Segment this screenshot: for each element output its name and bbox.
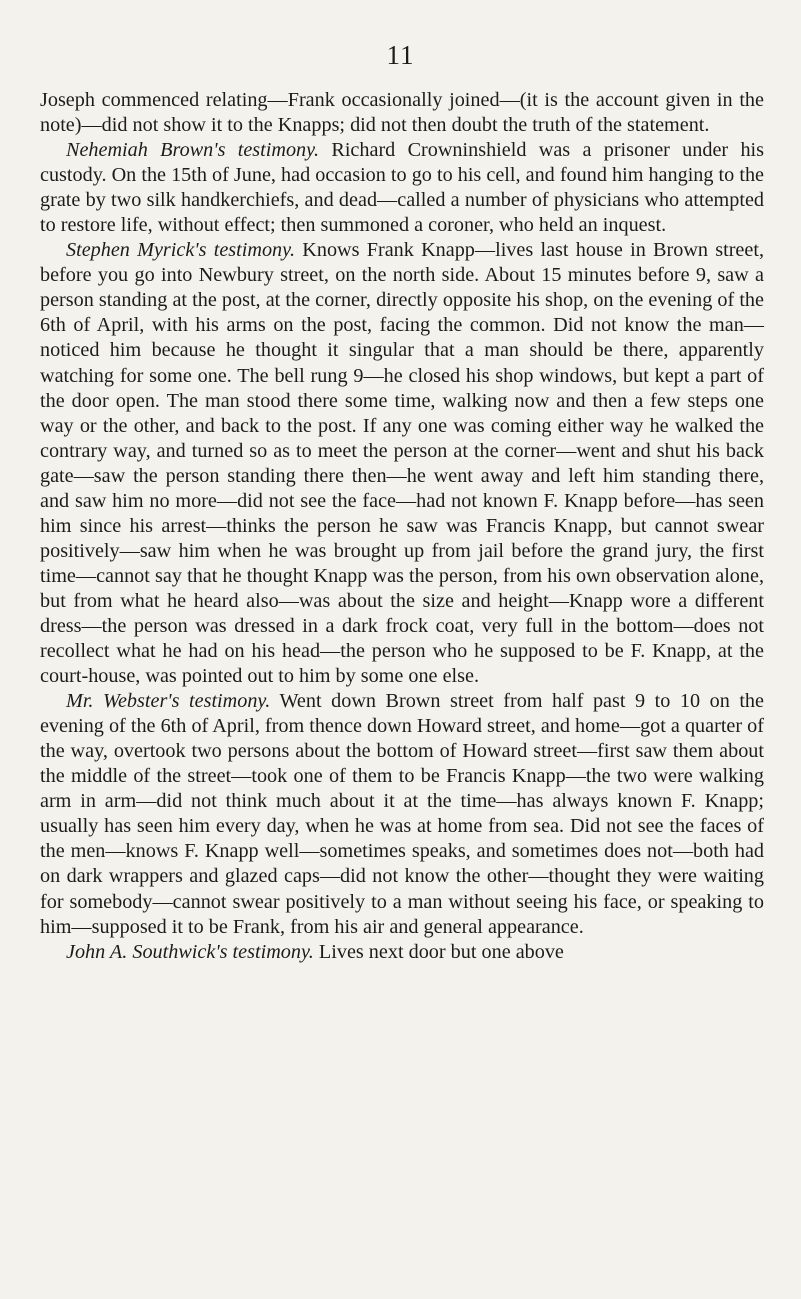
paragraph-text: Knows Frank Knapp—lives last house in Brown street, before you go into Newbury street, on the north side. About 15 minutes before 9, saw a person standing at the post, at the corner, directly opposite his shop, on the evening of the 6th of April, with his arms on the post, facing the common. Did not know the man—noticed him because he thought it singular that a man should be there, apparently watching for some one. The bell rung 9—he closed his shop windows, but kept a part of the door open. The man stood there some time, walking now and then a few steps one way or the other, and back to the post. If any one was coming either way he walked the contrary way, and turned so as to meet the person at the corner—went and shut his back gate—saw the person standing there then—he went away and left him standing there, and saw him no more—did not see the face—had not known F. Knapp before—has seen him since his arrest—thinks the person he saw was Francis Knapp, but cannot swear positively—saw him when he was brought up from jail before the grand jury, the first time—cannot say that he thought Knapp was the person, from his own observation alone, but from what he heard also—was about the size and height—Knapp wore a different dress—the person was dressed in a dark frock coat, very full in the bottom—does not recollect what he had on his head—the person who he supposed to be F. Knapp, at the court-house, was pointed out to him by some one else. (40, 239, 764, 688)
paragraph-text: Richard Crowninshield was a prisoner under his custody. On the 15th of June, had occasion to go to his cell, and found him hanging to the grate by two silk handkerchiefs, and dead—called a number of physicians who attempted to restore life, without effect; then summoned a coroner, who held an inquest. (40, 139, 765, 237)
paragraph-text: Went down Brown street from half past 9 to 10 on the evening of the 6th of April, from thence down Howard street, and home—got a quarter of the way, overtook two persons about the bottom of Howard street—first saw them about the middle of the street—took one of them to be Francis Knapp—the two were walking arm in arm—did not think much about it at the time—has always known F. Knapp; usually has seen him every day, when he was at home from sea. Did not see the faces of the men—knows F. Knapp well—sometimes speaks, and sometimes does not—both had on dark wrappers and glazed caps—did not know the other—thought they were waiting for somebody—cannot swear positively to a man without seeing his face, or speaking to him—supposed it to be Frank, from his air and general appearance. (40, 690, 764, 938)
paragraph-text: Joseph commenced relating—Frank occasionally joined—(it is the account given in the note)—did not show it to the Knapps; did not then doubt the truth of the statement. (40, 89, 764, 137)
page-number: 11 (386, 40, 415, 70)
paragraph (40, 88, 764, 138)
testimony-heading: John A. Southwick's testimony. (66, 940, 314, 963)
paragraph (40, 138, 764, 238)
testimony-heading: Mr. Webster's testimony. (66, 690, 271, 713)
paragraph-text: Lives next door but one above (313, 940, 564, 963)
paragraph (40, 238, 764, 689)
testimony-heading: Nehemiah Brown's testimony. (66, 139, 320, 162)
paragraph (40, 940, 764, 965)
paragraph (40, 689, 764, 939)
testimony-heading: Stephen Myrick's testimony. (66, 239, 296, 262)
body-text (40, 88, 764, 965)
